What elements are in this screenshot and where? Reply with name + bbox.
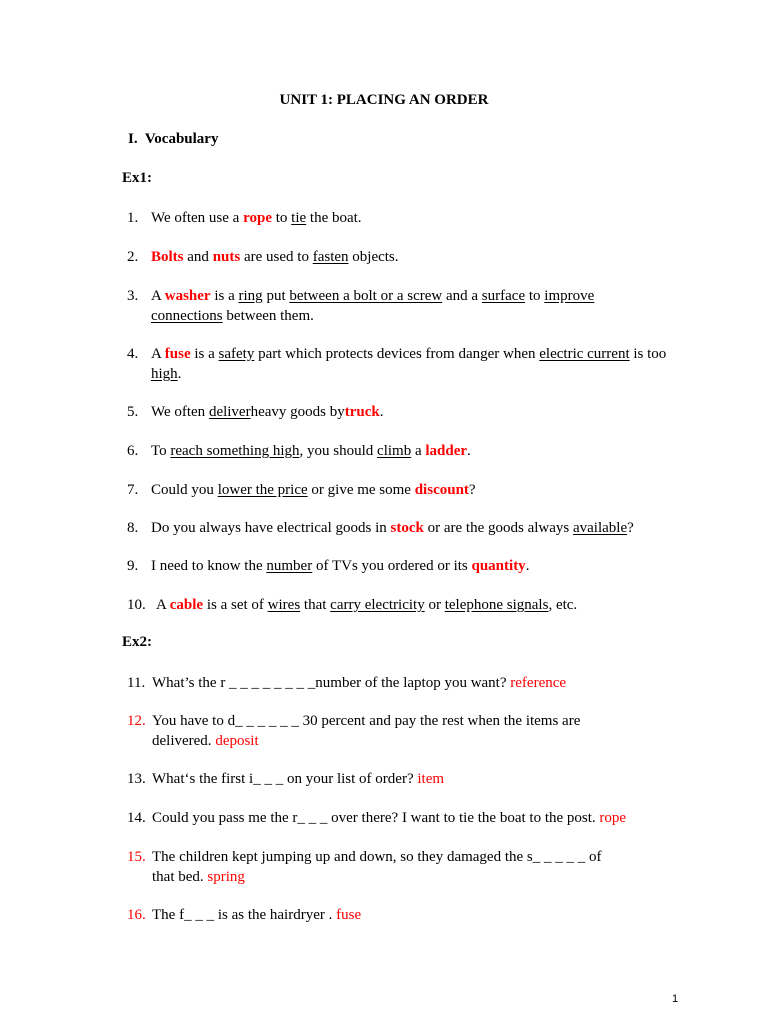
page-title: UNIT 1: PLACING AN ORDER — [279, 92, 489, 108]
underlined-word: fasten — [312, 249, 349, 265]
item-text: , etc. — [548, 597, 578, 613]
item-number: 12. — [127, 713, 146, 729]
keyword: washer — [164, 288, 211, 304]
underlined-word: connections — [151, 308, 223, 324]
item-text: part which protects devices from danger when — [254, 346, 540, 362]
item-text: to — [271, 210, 292, 226]
item-text: heavy goods by — [250, 404, 345, 420]
ex1-heading: Ex1: — [122, 170, 152, 186]
underlined-word: improve — [544, 288, 595, 304]
answer-text: deposit — [215, 733, 259, 749]
item-text: A — [156, 597, 170, 613]
item-text: are used to — [240, 249, 313, 265]
item-number: 6. — [127, 443, 139, 459]
underlined-word: tie — [291, 210, 307, 226]
item-text: of TVs you ordered or its — [312, 558, 472, 574]
section-heading — [128, 131, 218, 148]
item-text: is too — [629, 346, 667, 362]
item-text: Do you always have electrical goods in — [151, 520, 391, 536]
section-label: Vocabulary — [144, 131, 219, 147]
item-number: 13. — [127, 771, 146, 787]
item-number: 9. — [127, 558, 139, 574]
keyword: truck — [344, 404, 380, 420]
item-text: between them. — [222, 308, 314, 324]
item-text: . — [177, 366, 182, 382]
answer-text: item — [417, 771, 445, 787]
item-number: 2. — [127, 249, 139, 265]
item-text: or give me some — [307, 482, 415, 498]
ex1-item — [127, 344, 697, 384]
item-text: and a — [442, 288, 482, 304]
item-number: 16. — [127, 907, 146, 923]
item-text: the boat. — [306, 210, 362, 226]
underlined-word: available — [572, 520, 628, 536]
ex1-item — [127, 480, 697, 500]
ex1-item — [127, 247, 697, 267]
answer-text: fuse — [336, 907, 362, 923]
ex1-item — [127, 402, 697, 422]
item-text: is a — [210, 288, 239, 304]
item-number: 15. — [127, 849, 146, 865]
ex2-item — [127, 808, 697, 828]
underlined-word: deliver — [208, 404, 251, 420]
ex1-item — [127, 595, 697, 615]
item-text: A — [151, 346, 165, 362]
underlined-word: lower the price — [217, 482, 308, 498]
section-number: I. — [128, 131, 138, 147]
answer-text: spring — [207, 869, 245, 885]
item-text: or — [424, 597, 445, 613]
item-text: We often use a — [151, 210, 244, 226]
keyword: stock — [390, 520, 424, 536]
item-text: . — [379, 404, 384, 420]
underlined-word: number — [266, 558, 313, 574]
item-text: is a — [190, 346, 219, 362]
underlined-word: climb — [377, 443, 412, 459]
underlined-word: safety — [218, 346, 255, 362]
ex2-heading: Ex2: — [122, 634, 152, 650]
ex1-item — [127, 518, 697, 538]
underlined-word: wires — [267, 597, 301, 613]
item-text: ? — [468, 482, 476, 498]
keyword: Bolts — [151, 249, 184, 265]
item-number: 1. — [127, 210, 139, 226]
item-text: ? — [627, 520, 634, 536]
underlined-word: high — [151, 366, 178, 382]
underlined-word: surface — [481, 288, 526, 304]
item-text: What‘s the first i_ _ _ on your list of order? — [152, 771, 414, 787]
ex2-item — [127, 847, 697, 887]
ex1-item — [127, 286, 697, 326]
item-text: objects. — [348, 249, 399, 265]
item-text: I need to know the — [151, 558, 267, 574]
keyword: ladder — [425, 443, 468, 459]
item-text: Could you — [151, 482, 218, 498]
item-text: You have to d_ _ _ _ _ _ 30 percent and pay the rest when the items are — [152, 713, 581, 729]
item-number: 5. — [127, 404, 139, 420]
item-text: What’s the r _ _ _ _ _ _ _ _number of the laptop you want? — [152, 675, 507, 691]
item-text: to — [525, 288, 545, 304]
item-text: that — [300, 597, 331, 613]
item-number: 7. — [127, 482, 139, 498]
item-text: The f_ _ _ is as the hairdryer . — [152, 907, 333, 923]
ex1-item — [127, 441, 697, 461]
keyword: discount — [414, 482, 469, 498]
answer-text: rope — [599, 810, 627, 826]
item-text: . — [525, 558, 530, 574]
item-number: 8. — [127, 520, 139, 536]
item-text: that bed. — [152, 869, 204, 885]
ex2-item — [127, 905, 697, 925]
underlined-word: ring — [238, 288, 263, 304]
item-text: We often — [151, 404, 209, 420]
ex1-item — [127, 556, 697, 576]
item-text: The children kept jumping up and down, so they damaged the s_ _ _ _ _ of — [152, 849, 602, 865]
ex2-item — [127, 673, 697, 693]
underlined-word: electric current — [539, 346, 630, 362]
item-text: a — [411, 443, 426, 459]
item-text: or are the goods always — [423, 520, 573, 536]
underlined-word: between a bolt or a screw — [289, 288, 443, 304]
item-text: , you should — [299, 443, 378, 459]
ex2-item — [127, 711, 697, 751]
item-number: 11. — [127, 675, 146, 691]
keyword: cable — [169, 597, 204, 613]
underlined-word: telephone signals — [444, 597, 549, 613]
item-number: 3. — [127, 288, 139, 304]
item-text: . — [467, 443, 471, 459]
ex2-item — [127, 769, 697, 789]
keyword: nuts — [212, 249, 241, 265]
item-text: delivered. — [152, 733, 212, 749]
item-text: is a set of — [203, 597, 268, 613]
item-number: 4. — [127, 346, 139, 362]
item-text: A — [151, 288, 165, 304]
keyword: quantity — [471, 558, 526, 574]
item-number: 10. — [127, 597, 146, 613]
item-text: put — [262, 288, 290, 304]
ex1-item — [127, 208, 697, 228]
page-number: 1 — [672, 993, 679, 1005]
keyword: rope — [243, 210, 272, 226]
item-text: and — [183, 249, 213, 265]
item-number: 14. — [127, 810, 146, 826]
keyword: fuse — [164, 346, 191, 362]
item-text: Could you pass me the r_ _ _ over there? I want to tie the boat to the post. — [152, 810, 596, 826]
item-text: To — [151, 443, 171, 459]
underlined-word: reach something high — [170, 443, 300, 459]
underlined-word: carry electricity — [330, 597, 425, 613]
answer-text: reference — [510, 675, 567, 691]
